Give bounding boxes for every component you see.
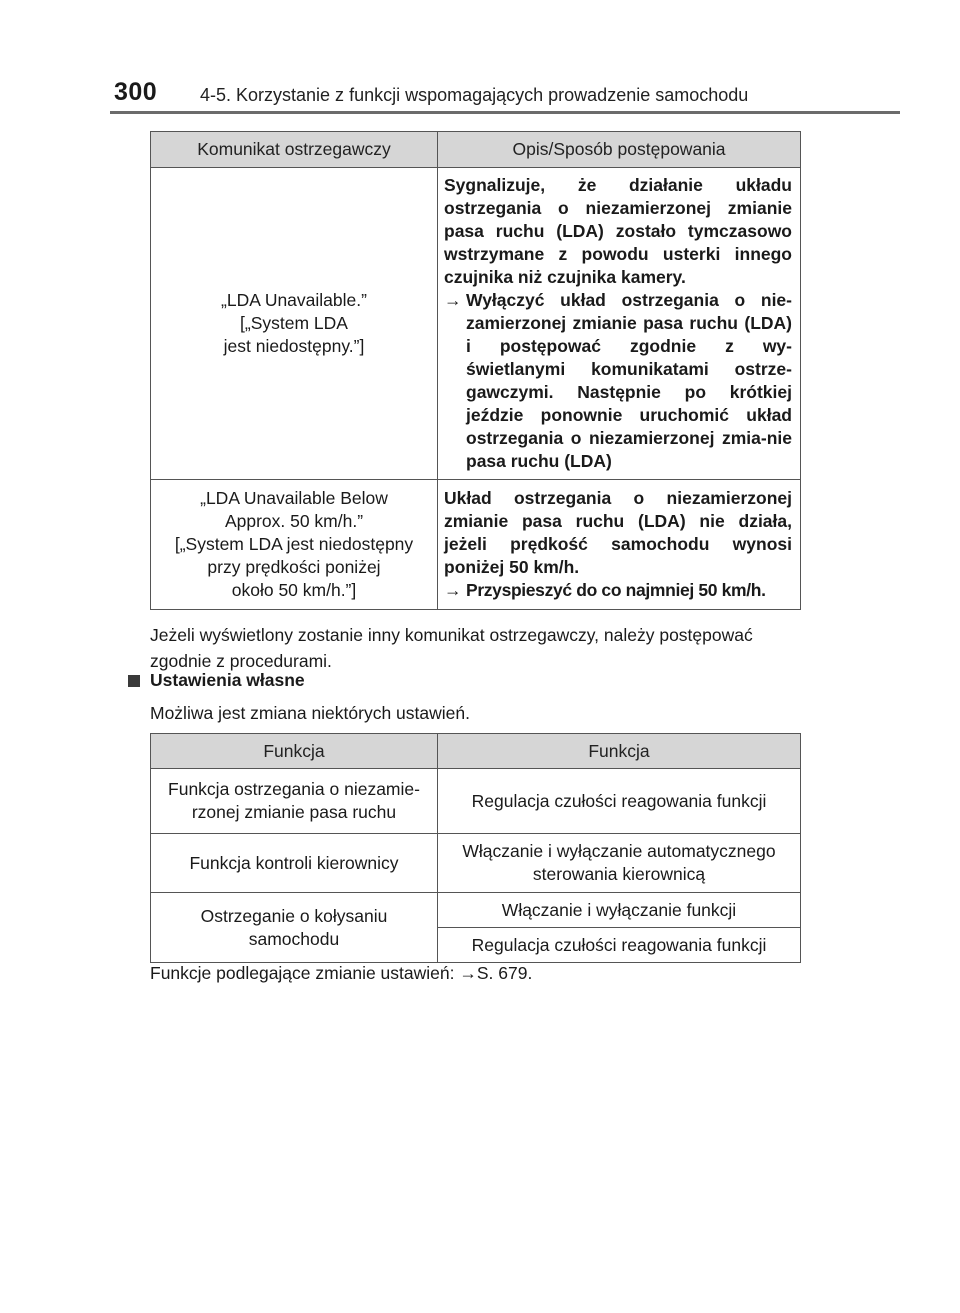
description-cell [438,168,801,480]
section-heading [128,670,305,691]
message-line: około 50 km/h.”] [231,580,357,600]
message-line: Approx. 50 km/h.” [224,511,364,531]
settings-intro-paragraph: Możliwa jest zmiana niektórych ustawień. [150,703,470,723]
warning-message-cell [151,480,438,610]
setting-cell: Włączanie i wyłączanie automatycznego sterowania kierownicą [438,834,801,893]
action-text: Przyspieszyć do co najmniej 50 km/h. [466,580,766,600]
feature-cell: Funkcja ostrzegania o niezamie-rzonej zmianie pasa ruchu [151,769,438,834]
arrow-icon: → [444,290,462,310]
chapter-title: 4-5. Korzystanie z funkcji wspomagających prowadzenie samochodu [200,85,749,105]
table-row [151,480,801,610]
column-header-feature: Funkcja [151,734,438,769]
table-row [151,893,801,928]
column-header-message: Komunikat ostrzegawczy [151,132,438,168]
page-header [0,0,960,118]
message-line: jest niedostępny.”] [223,336,365,356]
setting-cell: Regulacja czułości reagowania funkcji [438,769,801,834]
table-header-row [151,132,801,168]
message-line: [„System LDA [240,313,348,333]
column-header-setting: Funkcja [438,734,801,769]
table-row [151,834,801,893]
message-line: „LDA Unavailable Below [200,488,388,508]
warning-messages-table [150,131,801,610]
table-row [151,769,801,834]
message-line: [„System LDA jest niedostępny [174,534,414,554]
description-text: Sygnalizuje, że działanie układu ostrzegania o niezamierzonej zmianie pasa ruchu (LDA) zostało tymczasowo wstrzymane z powodu usterki innego czujnika niż czujnika kamery. [444,175,792,287]
feature-cell: Funkcja kontroli kierownicy [151,834,438,893]
section-title: Ustawienia własne [150,670,305,690]
message-line: przy prędkości poniżej [207,557,381,577]
table-row [151,168,801,480]
custom-settings-table [150,733,801,963]
setting-cell: Włączanie i wyłączanie funkcji [438,893,801,928]
table-header-row [151,734,801,769]
feature-cell: Ostrzeganie o kołysaniu samochodu [151,893,438,963]
page-number: 300 [114,78,158,106]
settings-reference: Funkcje podlegające zmianie ustawień: →S. 679. [150,963,533,983]
column-header-description: Opis/Sposób postępowania [438,132,801,168]
action-line [444,579,792,602]
description-cell [438,480,801,610]
description-text: Układ ostrzegania o niezamierzonej zmianie pasa ruchu (LDA) nie działa, jeżeli prędkość samochodu wynosi poniżej 50 km/h. [444,488,792,577]
warning-message-cell [151,168,438,480]
square-bullet-icon [128,675,140,687]
action-text: Wyłączyć układ ostrzegania o nie-zamierzonej zmianie pasa ruchu (LDA) i postępować zgodnie z wy-świetlanymi komunikatami ostrze-gawczymi. Następnie po krótkiej jeździe ponownie uruchomić układ ostrzegania o niezamierzonej zmia-nie pasa ruchu (LDA) [466,290,792,471]
setting-cell: Regulacja czułości reagowania funkcji [438,928,801,963]
other-warning-paragraph: Jeżeli wyświetlony zostanie inny komunikat ostrzegawczy, należy postępować zgodnie z procedurami. [150,625,753,671]
arrow-icon: → [444,580,462,600]
message-line: „LDA Unavailable.” [221,290,367,310]
header-divider [110,111,900,114]
action-line [444,289,792,473]
